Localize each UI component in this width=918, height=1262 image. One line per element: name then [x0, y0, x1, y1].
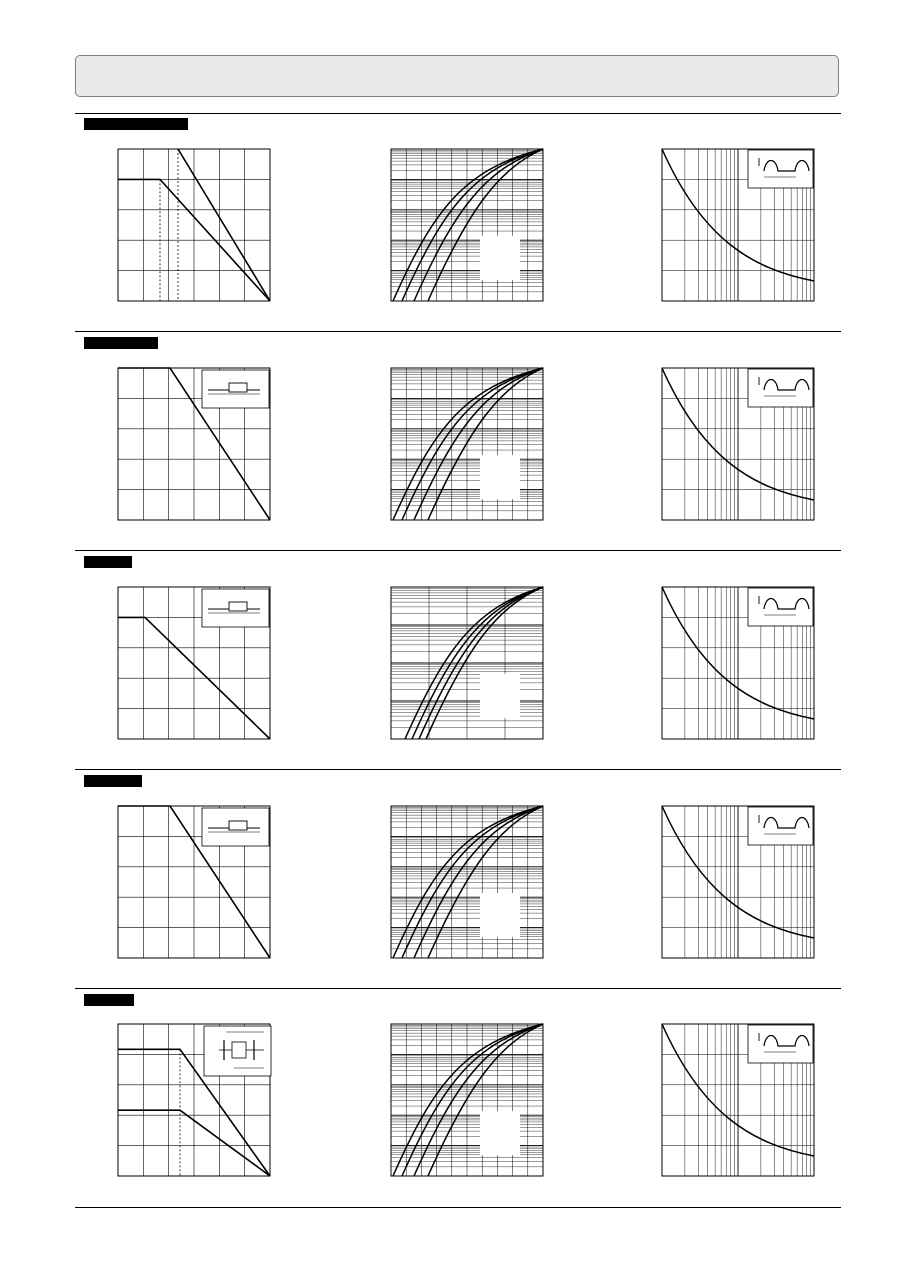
temperature-curve: [393, 368, 543, 520]
forward-characteristic-graph: [391, 149, 543, 301]
half-sine-pulse-icon: [748, 150, 813, 188]
legend-box: [480, 893, 520, 937]
temperature-curve: [402, 806, 543, 958]
half-sine-pulse-icon: [748, 807, 813, 845]
surge-current-graph: [662, 587, 814, 739]
section-3-graphs: [118, 587, 814, 739]
surge-current-graph: [662, 806, 814, 958]
forward-characteristic-graph: [391, 587, 543, 739]
forward-characteristic-graph: [391, 806, 543, 958]
section-5-graphs: [118, 1024, 814, 1176]
temperature-curve: [393, 806, 543, 958]
half-sine-pulse-icon: [748, 588, 813, 626]
legend-box: [480, 236, 520, 280]
temperature-curve: [402, 1024, 543, 1176]
derating-graph: [118, 1024, 271, 1176]
component-inset: [204, 1026, 271, 1076]
component-inset: [202, 808, 269, 846]
temperature-curve: [402, 149, 543, 301]
derating-graph: [118, 368, 270, 520]
temperature-curve: [393, 149, 543, 301]
surge-current-graph: [662, 368, 814, 520]
forward-characteristic-graph: [391, 368, 543, 520]
half-sine-pulse-icon: [748, 1025, 813, 1063]
derating-curve: [178, 149, 270, 301]
surge-current-graph: [662, 149, 814, 301]
legend-box: [480, 1111, 520, 1155]
temperature-curve: [402, 368, 543, 520]
half-sine-pulse-icon: [748, 369, 813, 407]
derating-graph: [118, 149, 270, 301]
temperature-curve: [393, 1024, 543, 1176]
surge-current-graph: [662, 1024, 814, 1176]
derating-graph: [118, 806, 270, 958]
section-1-graphs: [118, 149, 814, 301]
section-2-graphs: [118, 368, 814, 520]
component-inset: [202, 589, 269, 627]
legend-box: [480, 674, 520, 718]
component-inset: [202, 370, 269, 408]
section-4-graphs: [118, 806, 814, 958]
derating-graph: [118, 587, 270, 739]
forward-characteristic-graph: [391, 1024, 543, 1176]
legend-box: [480, 455, 520, 499]
